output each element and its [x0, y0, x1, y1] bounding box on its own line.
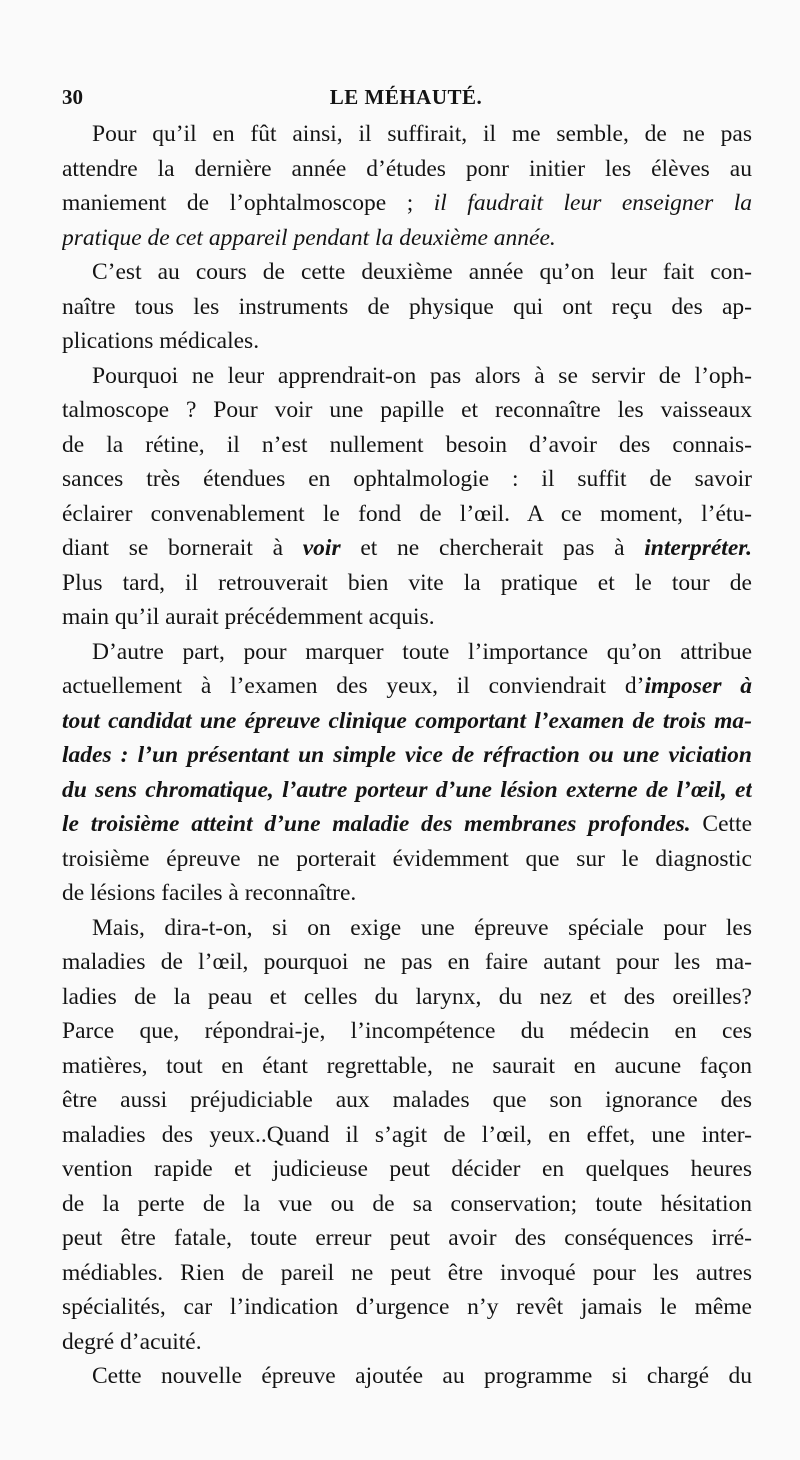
- text-segment: naître tous les instruments de physique qui ont reçu des ap-: [62, 293, 752, 320]
- text-segment: peut être fatale, toute erreur peut avoir des conséquences irré-: [62, 1225, 752, 1251]
- text-segment: maladies des yeux..Quand il s’agit de l’œil, en effet, une inter-: [62, 1121, 752, 1148]
- text-segment: sances très étendues en ophtalmologie : il suffit de savoir: [62, 466, 752, 492]
- text-line: [62, 1049, 752, 1084]
- text-segment: degré d’acuité.: [62, 1328, 202, 1355]
- text-line: [62, 1118, 752, 1153]
- text-line: [62, 807, 752, 842]
- text-segment: Mais, dira-t-on, si on exige une épreuve spéciale pour les: [92, 914, 752, 941]
- text-line: [62, 152, 752, 187]
- text-segment: D’autre part, pour marquer toute l’importance qu’on attribue: [92, 638, 752, 665]
- text-segment: être aussi préjudiciable aux malades que son ignorance des: [62, 1087, 752, 1113]
- text-line: [62, 1256, 752, 1291]
- text-line: [62, 1187, 752, 1222]
- text-segment: Pourquoi ne leur apprendrait-on pas alors à se servir de l’oph-: [92, 362, 752, 389]
- text-segment: Pour qu’il en fût ainsi, il suffirait, il me semble, de ne pas: [92, 121, 752, 147]
- text-segment: de lésions faciles à reconnaître.: [62, 880, 357, 906]
- text-segment: Cette nouvelle épreuve ajoutée au programme si chargé du: [92, 1363, 752, 1389]
- text-segment: il faudrait leur enseigner la: [433, 190, 752, 216]
- text-segment: maladies de l’œil, pourquoi ne pas en faire autant pour les ma-: [62, 949, 752, 975]
- text-segment: main qu’il aurait précédemment acquis.: [62, 604, 435, 630]
- text-line: [62, 186, 752, 221]
- text-segment: matières, tout en étant regrettable, ne saurait en aucune façon: [62, 1052, 752, 1079]
- text-segment: tout candidat une épreuve clinique comportant l’examen de trois ma-: [62, 707, 752, 734]
- text-line: [62, 1221, 752, 1256]
- text-line: [62, 359, 752, 394]
- text-segment: du sens chromatique, l’autre porteur d’une lésion externe de l’œil, et: [62, 776, 752, 803]
- text-segment: Plus tard, il retrouverait bien vite la pratique et le tour de: [62, 569, 752, 596]
- text-line: [62, 324, 752, 359]
- text-line: [62, 704, 752, 739]
- text-line: [62, 1152, 752, 1187]
- page-header: [62, 82, 750, 112]
- body-text: [62, 117, 752, 1394]
- text-line: [62, 566, 752, 601]
- text-segment: médiables. Rien de pareil ne peut être invoqué pour les autres: [62, 1259, 752, 1286]
- text-line: [62, 428, 752, 463]
- text-segment: lades : l’un présentant un simple vice de réfraction ou une viciation: [62, 742, 752, 768]
- text-line: [62, 669, 752, 704]
- text-line: [62, 221, 752, 256]
- text-line: [62, 1014, 752, 1049]
- text-line: [62, 980, 752, 1015]
- page-number: 30: [62, 85, 83, 109]
- text-segment: maniement de l’ophtalmoscope ;: [62, 190, 434, 216]
- text-line: [62, 842, 752, 877]
- text-segment: Cette: [690, 811, 752, 837]
- text-segment: de la rétine, il n’est nullement besoin d’avoir des connais-: [62, 431, 752, 458]
- text-segment: le troisième atteint d’une maladie des membranes profondes.: [62, 811, 691, 837]
- running-title: LE MÉHAUTÉ.: [329, 85, 483, 109]
- text-segment: imposer à: [644, 673, 752, 699]
- text-segment: talmoscope ? Pour voir une papille et reconnaître les vaisseaux: [62, 397, 752, 423]
- text-line: [62, 531, 752, 566]
- text-line: [62, 911, 752, 946]
- text-line: [62, 600, 752, 635]
- text-segment: Parce que, répondrai-je, l’incompétence du médecin en ces: [62, 1018, 752, 1044]
- text-line: [62, 738, 752, 773]
- text-line: [62, 1359, 752, 1394]
- text-segment: attendre la dernière année d’études ponr initier les élèves au: [62, 155, 752, 182]
- text-line: [62, 462, 752, 497]
- text-segment: pratique de cet appareil pendant la deuxième année.: [62, 224, 556, 251]
- text-line: [62, 497, 752, 532]
- text-line: [62, 1325, 752, 1360]
- text-segment: C’est au cours de cette deuxième année qu’on leur fait con-: [92, 259, 752, 285]
- text-segment: troisième épreuve ne porterait évidemment que sur le diagnostic: [62, 845, 752, 872]
- text-segment: actuellement à l’examen des yeux, il conviendrait d’: [62, 673, 645, 699]
- text-line: [62, 1083, 752, 1118]
- text-line: [62, 773, 752, 808]
- text-segment: spécialités, car l’indication d’urgence n’y revêt jamais le même: [62, 1294, 752, 1320]
- text-segment: éclairer convenablement le fond de l’œil. A ce moment, l’étu-: [62, 500, 752, 527]
- text-segment: vention rapide et judicieuse peut décider en quelques heures: [62, 1156, 752, 1182]
- text-segment: plications médicales.: [62, 328, 260, 354]
- text-line: [62, 393, 752, 428]
- text-segment: ladies de la peau et celles du larynx, du nez et des oreilles?: [62, 983, 752, 1010]
- text-segment: interpréter.: [644, 535, 752, 561]
- text-line: [62, 117, 752, 152]
- text-segment: voir: [302, 535, 341, 561]
- text-segment: diant se bornerait à: [62, 535, 303, 561]
- text-line: [62, 945, 752, 980]
- text-line: [62, 635, 752, 670]
- text-line: [62, 255, 752, 290]
- text-line: [62, 290, 752, 325]
- text-line: [62, 1290, 752, 1325]
- text-line: [62, 876, 752, 911]
- text-segment: de la perte de la vue ou de sa conservation; toute hésitation: [62, 1190, 752, 1217]
- text-segment: et ne chercherait pas à: [340, 535, 645, 561]
